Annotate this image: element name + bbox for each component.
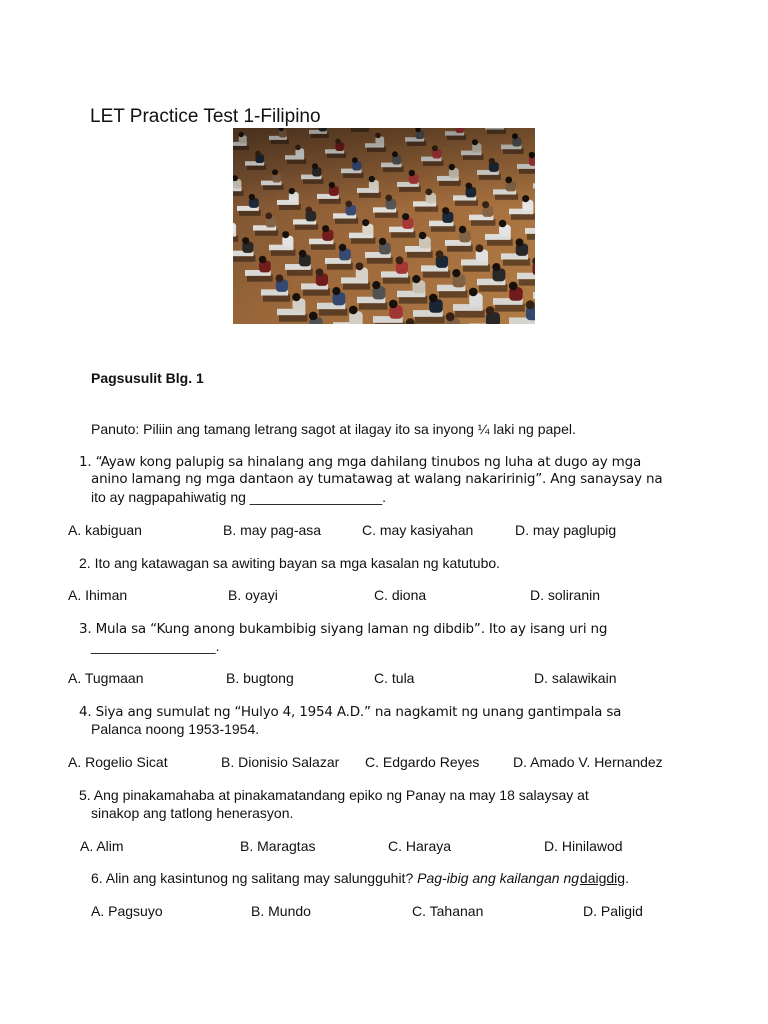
question-5-line-2: sinakop ang tatlong henerasyon. [91,805,294,821]
section-subheading: Pagsusulit Blg. 1 [91,370,204,386]
instructions: Panuto: Piliin ang tamang letrang sagot at ilagay ito sa inyong ¼ laki ng papel. [91,421,576,437]
option-2c[interactable]: C. diona [374,587,427,603]
question-1-line-2: anino lamang ng mga dantaon ay tumatawag at walang nakaririnig”. Ang sanaysay na [91,471,663,487]
option-4b[interactable]: B. Dionisio Salazar [221,754,340,770]
option-5b[interactable]: B. Maragtas [240,838,316,854]
question-6-italic-phrase: Pag-ibig ang kailangan ng [417,870,580,886]
option-5c[interactable]: C. Haraya [388,838,452,854]
option-5d[interactable]: D. Hinilawod [544,838,623,854]
option-2d[interactable]: D. soliranin [530,587,601,603]
option-1b[interactable]: B. may pag-asa [223,522,322,538]
question-1 [79,454,641,472]
option-2b[interactable]: B. oyayi [228,587,278,603]
question-4-line-1: 4. Siya ang sumulat ng “Hulyo 4, 1954 A.D.” na nagkamit ng unang gantimpala sa [79,704,622,720]
option-4c[interactable]: C. Edgardo Reyes [365,754,480,770]
question-6-prefix: 6. Alin ang kasintunog ng salitang may salungguhit? [91,870,414,886]
question-4-line-2: Palanca noong 1953-1954. [91,721,260,737]
option-4a[interactable]: A. Rogelio Sicat [68,754,168,770]
question-6-suffix: . [625,870,629,886]
option-1c[interactable]: C. may kasiyahan [362,522,474,538]
option-2a[interactable]: A. Ihiman [68,587,128,603]
option-6b[interactable]: B. Mundo [251,903,311,919]
option-5a[interactable]: A. Alim [80,838,124,854]
option-3c[interactable]: C. tula [374,670,415,686]
page-title: LET Practice Test 1-Filipino [90,106,321,127]
question-2: 2. Ito ang katawagan sa awiting bayan sa mga kasalan ng katutubo. [79,555,501,571]
option-3b[interactable]: B. bugtong [226,670,294,686]
question-3-line-2: ________________. [91,638,220,654]
question-1-line-1: 1. “Ayaw kong palupig sa hinalang ang mga dahilang tinubos ng luha at dugo ay mga [79,454,642,470]
option-4d[interactable]: D. Amado V. Hernandez [513,754,663,770]
option-1d[interactable]: D. may paglupig [515,522,617,538]
question-3-line-1: 3. Mula sa “Kung anong bukambibig siyang laman ng dibdib”. Ito ay isang uri ng [79,621,608,637]
question-5-line-1: 5. Ang pinakamahaba at pinakamatandang epiko ng Panay na may 18 salaysay at [79,787,589,803]
question-1-line-3: ito ay nagpapahiwatig ng _________________. [91,489,387,505]
option-6a[interactable]: A. Pagsuyo [91,903,163,919]
question-6 [91,870,629,888]
option-3a[interactable]: A. Tugmaan [68,670,144,686]
question-6-underlined-word: daigdig [579,870,626,886]
option-3d[interactable]: D. salawikain [534,670,617,686]
option-6d[interactable]: D. Paligid [583,903,643,919]
option-1a[interactable]: A. kabiguan [68,522,142,538]
option-6c[interactable]: C. Tahanan [412,903,484,919]
exam-hall-photo [233,128,535,324]
